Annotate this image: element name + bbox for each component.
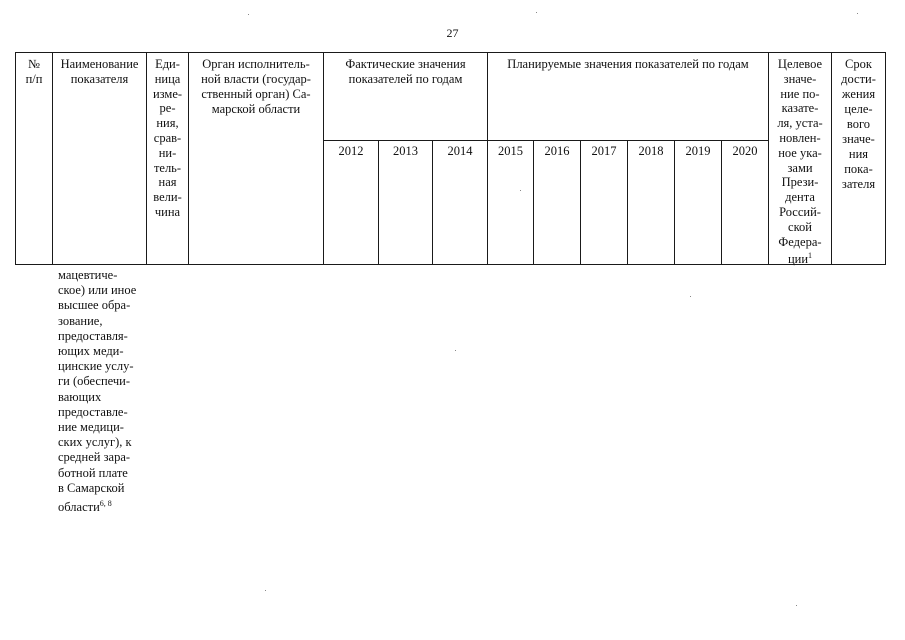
year-2014: 2014: [447, 144, 473, 158]
year-2017: 2017: [591, 144, 617, 158]
scan-speck: [455, 350, 456, 351]
year-2019: 2019: [685, 144, 711, 158]
header-target-text: Целевое значе- ние по- казате- ля, уста- новлен- ное ука- зами Прези- дента Россий- ской Федера- ции: [777, 57, 823, 267]
scan-speck: [796, 605, 797, 606]
scan-speck: [536, 12, 537, 13]
scan-speck: [265, 590, 266, 591]
year-2016: 2016: [544, 144, 570, 158]
header-target: [768, 57, 832, 267]
year-2018: 2018: [638, 144, 664, 158]
continued-indicator-text: мацевтиче- ское) или иное высшее обра- зование, предоставля- ющих меди- цинские услу- ги (обеспечи- вающих предоставле- ние медици- ских услуг), к средней зара- ботной плате в Самарской области: [58, 268, 137, 515]
year-row-divider: [323, 140, 768, 141]
year-2015: 2015: [498, 144, 523, 158]
header-deadline: Срок дости- жения целе- вого значе- ния пока- зателя: [841, 57, 876, 191]
header-planned-group: Планируемые значения показателей по годам: [507, 57, 749, 71]
header-target-sup: 1: [808, 251, 813, 261]
header-unit: Еди- ница изме- ре- ния, срав- ни- тель- ная вели- чина: [152, 57, 183, 219]
scan-speck: [857, 13, 858, 14]
scan-speck: [520, 190, 521, 191]
year-2012: 2012: [338, 144, 364, 158]
header-name: Наименование показателя: [60, 57, 139, 86]
year-2020: 2020: [732, 144, 758, 158]
page-number: 27: [446, 26, 459, 40]
header-actual-group: Фактические значения показателей по годам: [345, 57, 466, 86]
footnote-refs: 6, 8: [99, 499, 112, 509]
continued-indicator-name: [58, 268, 150, 515]
scan-speck: [690, 296, 691, 297]
header-num: № п/п: [25, 57, 43, 86]
year-2013: 2013: [393, 144, 418, 158]
header-organ: Орган исполнитель- ной власти (государ- ственный орган) Са- марской области: [201, 57, 311, 116]
scan-speck: [248, 14, 249, 15]
